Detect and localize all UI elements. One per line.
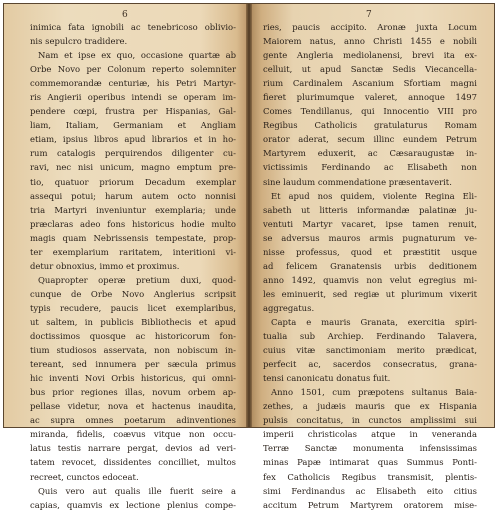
text-line: latus testis narrare pergat, devios ad veri-	[30, 443, 236, 454]
text-line: liam, Italiam, Germaniam et Angliam	[30, 120, 236, 131]
page-text-block	[263, 20, 477, 512]
text-line: pellase videtur, nova et hactenus inaudita,	[30, 401, 236, 412]
text-line: Martyrem eduxerit, ac Cæsaraugustæ in-	[263, 148, 477, 159]
text-line: minas Papæ intimarat quas Summus Ponti-	[263, 457, 477, 468]
text-line: rum catalogis perquirendos diligenter cu-	[30, 148, 236, 159]
text-line: tria Martyri inveniuntur exemplaria; unde	[30, 204, 236, 215]
text-line: imperii christicolas atque in veneranda	[263, 429, 477, 440]
text-line: assequi potui; harum autem octo nonnisi	[30, 190, 236, 201]
text-line: tualia sub Archiep. Ferdinando Talavera,	[263, 331, 477, 342]
text-line: pendere cœpi, frustra per Hispanias, Gal-	[30, 106, 236, 117]
text-line: præclaras adeo fons historicus hodie multo	[30, 218, 236, 229]
text-line: sine laudum commendatione præsentaverit.	[263, 176, 452, 187]
text-line: orator aderat, secum illinc eundem Petrum	[263, 134, 477, 145]
text-line: doctissimos quosque ac historicorum fon-	[30, 331, 236, 342]
text-line: Orbe Novo per Colonum reperto solemniter	[30, 64, 236, 75]
open-book-spread	[3, 3, 495, 510]
text-line: hic inventi Novi Orbis historicus, qui omni-	[30, 373, 236, 384]
text-line: gente Angleria mediolanensi, brevi ita ex-	[263, 50, 477, 61]
text-line: zethes, a judæis mauris que ex Hispania	[263, 401, 477, 412]
text-line: capias, quamvis ex lectione plenius compe-	[30, 499, 236, 510]
text-line: accitum Petrum Martyrem oratorem mise-	[263, 499, 477, 510]
book-gutter	[246, 4, 252, 427]
right-page	[249, 4, 494, 510]
page-number: 6	[122, 10, 129, 20]
text-line: ut saltem, in publicis Bibliothecis et apud	[30, 316, 236, 327]
text-line: recreet, cunctos edoceat.	[30, 471, 139, 482]
text-line: etiam, ipsius libros apud librarios et in ho-	[30, 134, 236, 145]
text-line: Nam et ipse ex quo, occasione quartæ ab	[38, 50, 236, 61]
text-line: tereant, sed innumera per sæcula primus	[30, 359, 236, 370]
text-line: aggregatus.	[263, 302, 315, 313]
text-line: rium Cardinalem Ascanium Sfortiam magni	[263, 78, 477, 89]
text-line: se adversus mauros armis pugnaturum ve-	[263, 232, 477, 243]
text-line: Regibus Catholicis gratulaturus Romam	[263, 120, 477, 131]
text-line: cunque de Orbe Novo Anglerius scripsit	[30, 288, 236, 299]
text-line: anno 1492, quamvis non velut egregius mi-	[263, 274, 477, 285]
text-line: inimica fata ignobili ac tenebricoso oblivio-	[30, 22, 236, 32]
text-line: tio, quatuor priorum Decadum exemplar	[30, 176, 236, 187]
text-line: fieret plurimumque valeret, annoque 1497	[263, 92, 477, 103]
text-line: ad felicem Granatensis urbis deditionem	[263, 260, 477, 271]
text-line: ravi, nec nisi unicum, magno emptum pre-	[30, 162, 236, 173]
text-line: Et apud nos quidem, violente Regina Eli-	[271, 190, 477, 201]
text-line: Capta e mauris Granata, exercitia spiri-	[271, 316, 477, 327]
text-line: Quapropter operæ pretium duxi, quod-	[38, 274, 236, 285]
text-line: detur obnoxius, immo et proximus.	[30, 260, 180, 271]
text-line: miranda, fidelis, coævus vitque non occu-	[30, 429, 236, 440]
text-line: fex Catholicis Regibus transmisit, plentis-	[263, 471, 477, 482]
text-line: celluit, ut apud Sanctæ Sedis Viecancella-	[263, 64, 477, 75]
text-line: tium studiosos asservata, non nobiscum in-	[30, 345, 236, 356]
text-line: ventuti Martyr vacaret, ipse tamen renuit,	[263, 218, 477, 229]
text-line: typis recudere, paucis licet exemplaribus,	[30, 302, 236, 313]
text-line: tensi canonicatu donatus fuit.	[263, 373, 391, 384]
text-line: Terræ Sanctæ monumenta infensissimas	[263, 443, 477, 454]
text-line: perfecit ac, sacerdos consecratus, grana-	[263, 359, 477, 370]
text-line: bus prior regiones illas, novum orbem ap-	[30, 387, 236, 398]
text-line: Comes Tendillanus, qui Innocentio VIII pro	[263, 106, 477, 117]
page-number: 7	[366, 10, 373, 20]
text-line: Quis vero aut qualis ille fuerit seire a	[38, 485, 236, 496]
text-line: tatem revocet, dissidentes concilliet, multos	[30, 457, 236, 468]
text-line: pulsis concitatus, in cunctos amplissimi sui	[263, 415, 477, 426]
text-line: nis sepulcro tradidere.	[30, 36, 128, 47]
text-line: simi Ferdinandus ac Elisabeth eito citius	[263, 485, 477, 496]
text-line: magis quam Nebrissensis tempestate, prop-	[30, 232, 236, 243]
text-line: les eminuerit, sed regiæ ut plurimum vixerit	[263, 288, 477, 299]
left-page	[4, 4, 249, 510]
text-line: victissimis Ferdinando ac Elisabeth non	[263, 162, 477, 173]
text-line: commemorandæ centuriæ, his Petri Martyr-	[30, 78, 236, 89]
page-text-block	[30, 20, 236, 512]
text-line: ries, paucis accipito. Aronæ juxta Locum	[263, 22, 477, 32]
text-line: Maiorem natus, anno Christi 1455 e nobili	[263, 36, 477, 47]
text-line: ter exemplarium raritatem, interitioni vi-	[30, 246, 236, 257]
text-line: ac supra omnes poetarum adinventiones	[30, 415, 236, 426]
text-line: nisse professus, quod et præstitit usque	[263, 246, 477, 257]
text-line: cuius vitæ sanctimoniam merito prædicat,	[263, 345, 477, 356]
text-line: Anno 1501, cum præpotens sultanus Baia-	[271, 387, 477, 398]
text-line: ris Angierii operibus intendi se operam im-	[30, 92, 236, 103]
text-line: sabeth ut litteris informandæ palatinæ ju-	[263, 204, 477, 215]
